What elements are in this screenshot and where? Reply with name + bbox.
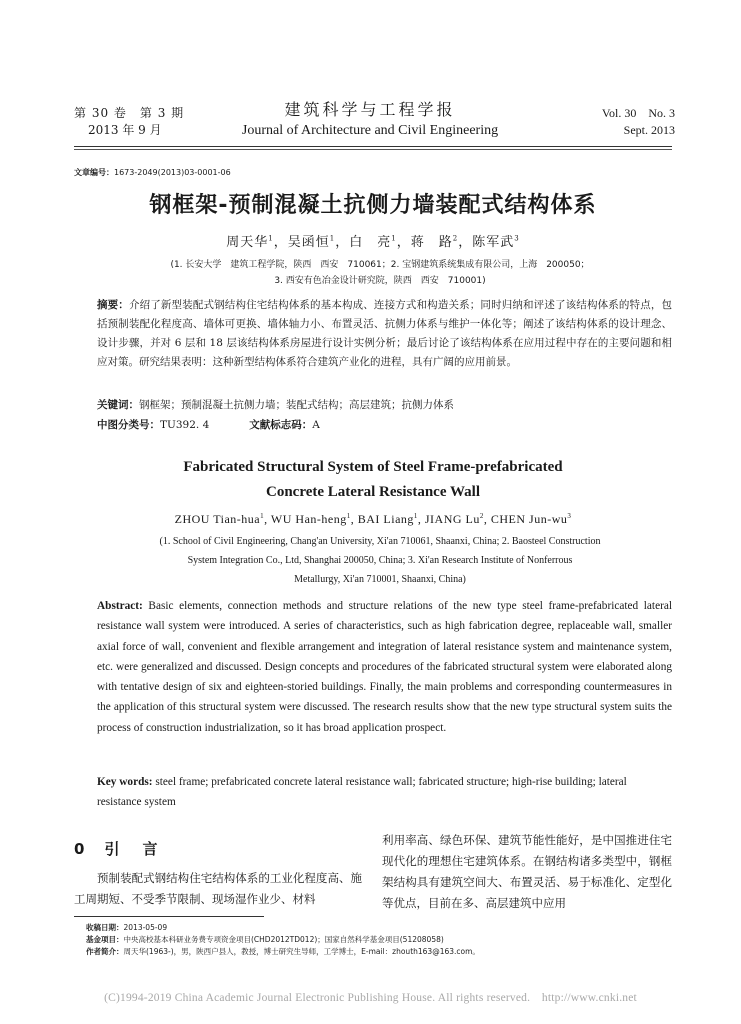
footnote-received: 收稿日期：2013-05-09 <box>86 923 168 932</box>
section-heading <box>74 838 161 859</box>
article-number-label: 文章编号： <box>74 168 114 177</box>
journal-issue-info-en <box>575 105 675 139</box>
header-rule <box>74 146 672 147</box>
author-zh: 陈军武$^3$ <box>472 234 520 250</box>
keywords-zh <box>97 397 454 412</box>
journal-issue-info <box>74 105 184 139</box>
journal-title <box>210 99 530 141</box>
body-paragraph: 预制装配式钢结构住宅结构体系的工业化程度高、施工周期短、不受季节限制、现场湿作业少、材料 <box>74 871 362 906</box>
authors-zh: 周天华$^1$，吴函恒$^1$，白 亮$^1$，蒋 路$^2$，陈军武$^3$ <box>226 234 520 250</box>
affiliation-en-line: (1. School of Civil Engineering, Chang'an University, Xi'an 710061, Shaanxi, China; 2. Baosteel Construction <box>159 536 601 547</box>
author-zh: 周天华$^1$ <box>226 234 274 250</box>
keywords-en-label: Key words: <box>97 776 153 788</box>
keywords-en-text: steel frame; prefabricated concrete lateral resistance wall; fabricated structure; high-rise building; lateral resistance system <box>97 776 627 808</box>
body-paragraph: 利用率高、绿色环保、建筑节能性能好，是中国推进住宅现代化的理想住宅建筑体系。在钢结构诸多类型中，钢框架结构具有建筑空间大、布置灵活、易于标准化、定型化等优点，目前在多、高层建筑中应用 <box>382 833 672 910</box>
author-en: ZHOU Tian-hua$^1$ <box>174 512 265 526</box>
affiliation-line: 3. 西安有色冶金设计研究院，陕西 西安 710001) <box>274 276 486 286</box>
abstract-en-label: Abstract: <box>97 600 143 612</box>
volume-issue-en: Vol. 30 No. 3 <box>601 106 675 120</box>
affiliations-en <box>110 532 650 589</box>
footnote-author: 作者简介：周天华(1963-)，男，陕西户县人，教授，博士研究生导师，工学博士，E-mail：zhouth163@163.com。 <box>86 947 480 956</box>
abstract-en <box>97 596 672 738</box>
header-rule-thin <box>74 149 672 150</box>
title-en-line: Fabricated Structural System of Steel Frame-prefabricated <box>183 459 563 475</box>
body-text-left <box>74 868 362 910</box>
author-zh: 吴函恒$^1$ <box>287 234 336 250</box>
affiliation-en-line: Metallurgy, Xi'an 710001, Shaanxi, China) <box>294 574 466 585</box>
authors-en: ZHOU Tian-hua$^1$, WU Han-heng$^1$, BAI Liang$^1$, JIANG Lu$^2$, CHEN Jun-$wu^3$ <box>174 512 572 526</box>
journal-title-en: Journal of Architecture and Civil Engineering <box>241 123 499 138</box>
volume-issue: 第 30 卷 第 3 期 <box>74 106 185 120</box>
classification <box>97 417 320 432</box>
abstract-en-text: Basic elements, connection methods and structure relations of the new type steel frame-prefabricated lateral resistance wall system were introduced. A series of characteristics, such as high fabrication degree, replaceable wall, smaller axial force of wall, convenient and flexible arrangement and integration of lateral resistance system and maintenance system, etc. were generalized and discussed. Design concepts and procedures of the fabricated structural system were elaborated along with tentative design of six and eighteen-storied buildings. Finally, the main problems and corresponding countermeasures in the application of this structural system were discussed. The research results show that the new type structural system suits the process of construction industrialization, so it has broad application prospect. <box>97 600 672 734</box>
footnotes <box>86 922 480 958</box>
doc-code-label: 文献标志码： <box>249 419 313 431</box>
author-en: BAI Liang$^1$ <box>357 512 418 526</box>
abstract-zh <box>97 296 672 372</box>
author-zh: 蒋 路$^2$ <box>410 234 459 250</box>
author-en: CHEN Jun-$wu^3$ <box>490 512 572 526</box>
keywords-en <box>97 772 672 812</box>
article-number <box>74 167 231 178</box>
journal-title-zh: 建筑科学与工程学报 <box>284 100 456 119</box>
issue-date: 2013 年 9 月 <box>88 123 162 137</box>
author-en: WU Han-heng$^1$ <box>270 512 351 526</box>
paper-title-zh: 钢框架-预制混凝土抗侧力墙装配式结构体系 <box>149 193 597 218</box>
section-number: 0 <box>74 840 89 858</box>
title-en-line: Concrete Lateral Resistance Wall <box>266 484 480 500</box>
doc-code-value: A <box>312 419 320 431</box>
keywords-zh-label: 关键词： <box>97 399 139 411</box>
author-zh: 白 亮$^1$ <box>349 234 397 250</box>
copyright-notice: (C)1994-2019 China Academic Journal Electronic Publishing House. All rights reserved. http://www.cnki.net <box>104 992 637 1004</box>
clc-label: 中图分类号： <box>97 419 160 431</box>
author-en: JIANG Lu$^2$ <box>424 512 484 526</box>
body-text-right <box>382 830 672 914</box>
affiliation-en-line: System Integration Co., Ltd, Shanghai 200050, China; 3. Xi'an Research Institute of Nonferrous <box>187 555 573 566</box>
section-title: 引 言 <box>104 840 162 858</box>
keywords-zh-text: 钢框架；预制混凝土抗侧力墙；装配式结构；高层建筑；抗侧力体系 <box>139 399 454 411</box>
article-number-value: 1673-2049(2013)03-0001-06 <box>114 168 231 177</box>
affiliations-zh <box>100 257 660 289</box>
footnote-rule <box>74 916 264 917</box>
footnote-fund: 基金项目：中央高校基本科研业务费专项资金项目(CHD2012TD012)；国家自然科学基金项目(51208058) <box>86 935 444 944</box>
paper-title-en <box>74 455 672 505</box>
affiliation-line: (1. 长安大学 建筑工程学院，陕西 西安 710061；2. 宝钢建筑系统集成有限公司，上海 200050； <box>170 260 590 270</box>
abstract-zh-text: 介绍了新型装配式钢结构住宅结构体系的基本构成、连接方式和构造关系；同时归纳和评述了该结构体系的特点，包括预制装配化程度高、墙体可更换、墙体轴力小、布置灵活、抗侧力体系与维护一体化等；阐述了该结构体系的设计理念、设计步骤，并对 6 层和 18 层该结构体系房屋进行设计实例分析；最后讨论了该结构体系在应用过程中存在的主要问题和相应对策。研究结果表明：这种新型结构体系符合建筑产业化的进程，具有广阔的应用前景。 <box>97 299 672 368</box>
abstract-zh-label: 摘要： <box>97 299 129 311</box>
issue-date-en: Sept. 2013 <box>623 123 675 137</box>
clc-value: TU392. 4 <box>160 419 210 431</box>
